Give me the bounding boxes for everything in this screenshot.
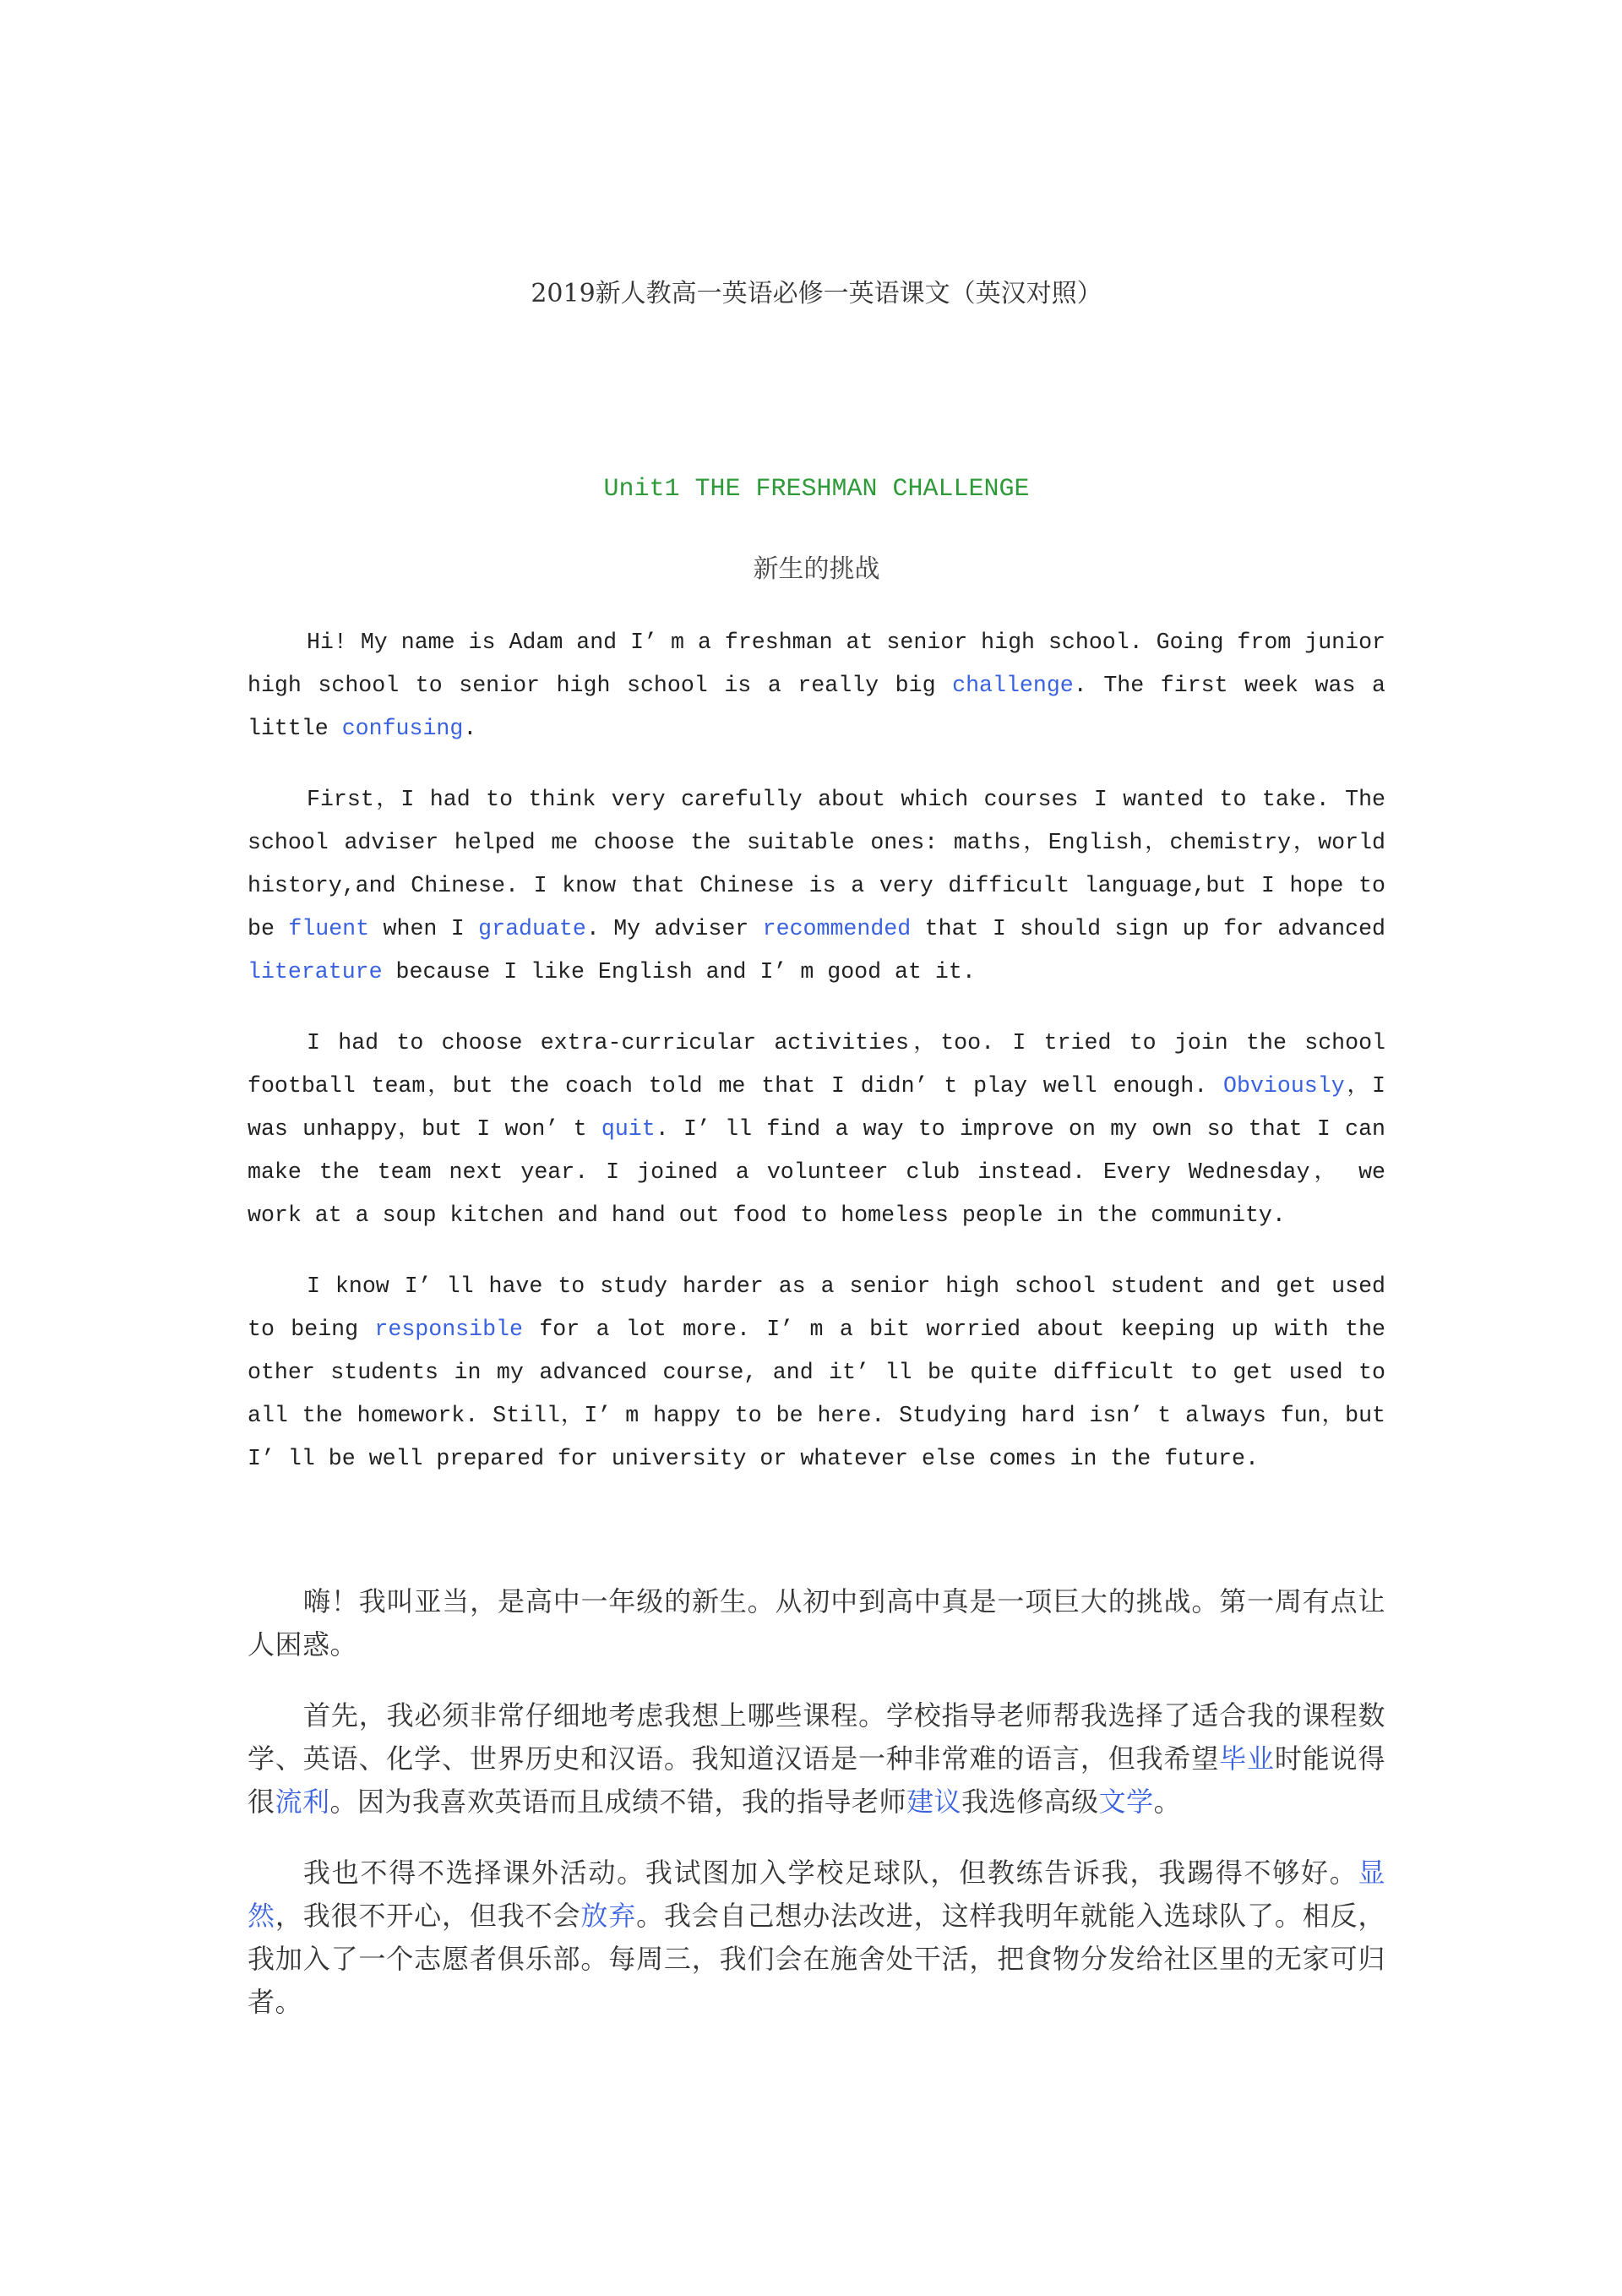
vocabulary-highlight: 放弃 bbox=[580, 1900, 637, 1932]
vocabulary-highlight: recommended bbox=[762, 916, 912, 941]
text-segment: 。因为我喜欢英语而且成绩不错，我的指导老师 bbox=[329, 1786, 907, 1818]
text-segment: that I should sign up for advanced bbox=[911, 916, 1385, 941]
text-segment: . I’ ll find a way to improve on my own so that I can make the team next year. I joined a volunteer club instead. Every Wednesday， we work at a soup kitchen and hand out food to homeless people in the community. bbox=[248, 1116, 1386, 1228]
vocabulary-highlight: 文学 bbox=[1098, 1786, 1154, 1818]
text-segment: 。 bbox=[1153, 1786, 1182, 1818]
unit-title: Unit1 THE FRESHMAN CHALLENGE bbox=[603, 475, 1030, 504]
text-segment: when I bbox=[369, 916, 479, 941]
text-segment: . My adviser bbox=[585, 916, 763, 941]
chinese-paragraph bbox=[248, 1694, 1385, 1824]
english-paragraph bbox=[248, 778, 1385, 994]
text-segment: ，我很不开心，但我不会 bbox=[275, 1900, 581, 1932]
text-segment: First，I had to think very carefully about which courses I wanted to take. The school adviser helped me choose the suitable ones: maths，English，chemistry，world history,and Chinese. I know that Chinese is a very difficult language,but I hope to be bbox=[248, 787, 1385, 941]
vocabulary-highlight: responsible bbox=[374, 1317, 523, 1342]
text-segment: 时能说得很 bbox=[248, 1742, 1385, 1818]
text-segment: for a lot more. I’ m a bit worried about keeping up with the other students in my advanced course, and it’ ll be quite difficult to get used to all the homework. Still，I’ m happy to be here. Studying hard isn’ t always fun，but I’ ll be well prepared for university or whatever else comes in the future. bbox=[248, 1317, 1385, 1471]
vocabulary-highlight: fluent bbox=[288, 916, 370, 941]
vocabulary-highlight: challenge bbox=[952, 673, 1074, 698]
vocabulary-highlight: 建议 bbox=[906, 1786, 962, 1818]
english-text bbox=[248, 621, 1385, 1508]
text-segment: I had to choose extra-curricular activities，too. I tried to join the school football team，but the coach told me that I didn’ t play well enough. bbox=[248, 1030, 1385, 1099]
english-paragraph bbox=[248, 621, 1385, 750]
vocabulary-highlight: graduate bbox=[478, 916, 586, 941]
english-paragraph bbox=[248, 1265, 1385, 1481]
text-segment: . The first week was a little bbox=[248, 673, 1385, 741]
text-segment: 嗨！我叫亚当，是高中一年级的新生。从初中到高中真是一项巨大的挑战。第一周有点让人困惑。 bbox=[248, 1585, 1385, 1661]
vocabulary-highlight: confusing bbox=[341, 716, 464, 741]
vocabulary-highlight: quit bbox=[601, 1116, 656, 1142]
text-segment: 首先，我必须非常仔细地考虑我想上哪些课程。学校指导老师帮我选择了适合我的课程数学、英语、化学、世界历史和汉语。我知道汉语是一种非常难的语言，但我希望 bbox=[248, 1699, 1385, 1775]
text-segment: I know I’ ll have to study harder as a senior high school student and get used to being bbox=[248, 1273, 1385, 1342]
vocabulary-highlight: 流利 bbox=[275, 1786, 330, 1818]
english-paragraph bbox=[248, 1022, 1385, 1237]
text-segment: 。我会自己想办法改进，这样我明年就能入选球队了。相反，我加入了一个志愿者俱乐部。每周三，我们会在施舍处干活，把食物分发给社区里的无家可归者。 bbox=[248, 1900, 1385, 2018]
chinese-paragraph bbox=[248, 1580, 1385, 1666]
text-segment: because I like English and I’ m good at it. bbox=[382, 959, 976, 984]
chinese-paragraph bbox=[248, 1852, 1385, 2024]
vocabulary-highlight: Obviously bbox=[1223, 1073, 1345, 1099]
vocabulary-highlight: 显然 bbox=[248, 1857, 1385, 1932]
text-segment: Hi! My name is Adam and I’ m a freshman at senior high school. Going from junior high school to senior high school is a really big bbox=[248, 630, 1385, 698]
text-segment: ，I was unhappy，but I won’ t bbox=[248, 1073, 1385, 1142]
unit-subtitle-chinese: 新生的挑战 bbox=[753, 554, 880, 584]
text-segment: 我选修高级 bbox=[961, 1786, 1099, 1818]
vocabulary-highlight: 毕业 bbox=[1219, 1742, 1275, 1775]
text-segment: . bbox=[463, 716, 477, 741]
document-title: 2019新人教高一英语必修一英语课文（英汉对照） bbox=[531, 279, 1102, 308]
chinese-translation bbox=[248, 1580, 1385, 2052]
vocabulary-highlight: literature bbox=[248, 959, 383, 984]
text-segment: 我也不得不选择课外活动。我试图加入学校足球队，但教练告诉我，我踢得不够好。 bbox=[303, 1857, 1358, 1889]
